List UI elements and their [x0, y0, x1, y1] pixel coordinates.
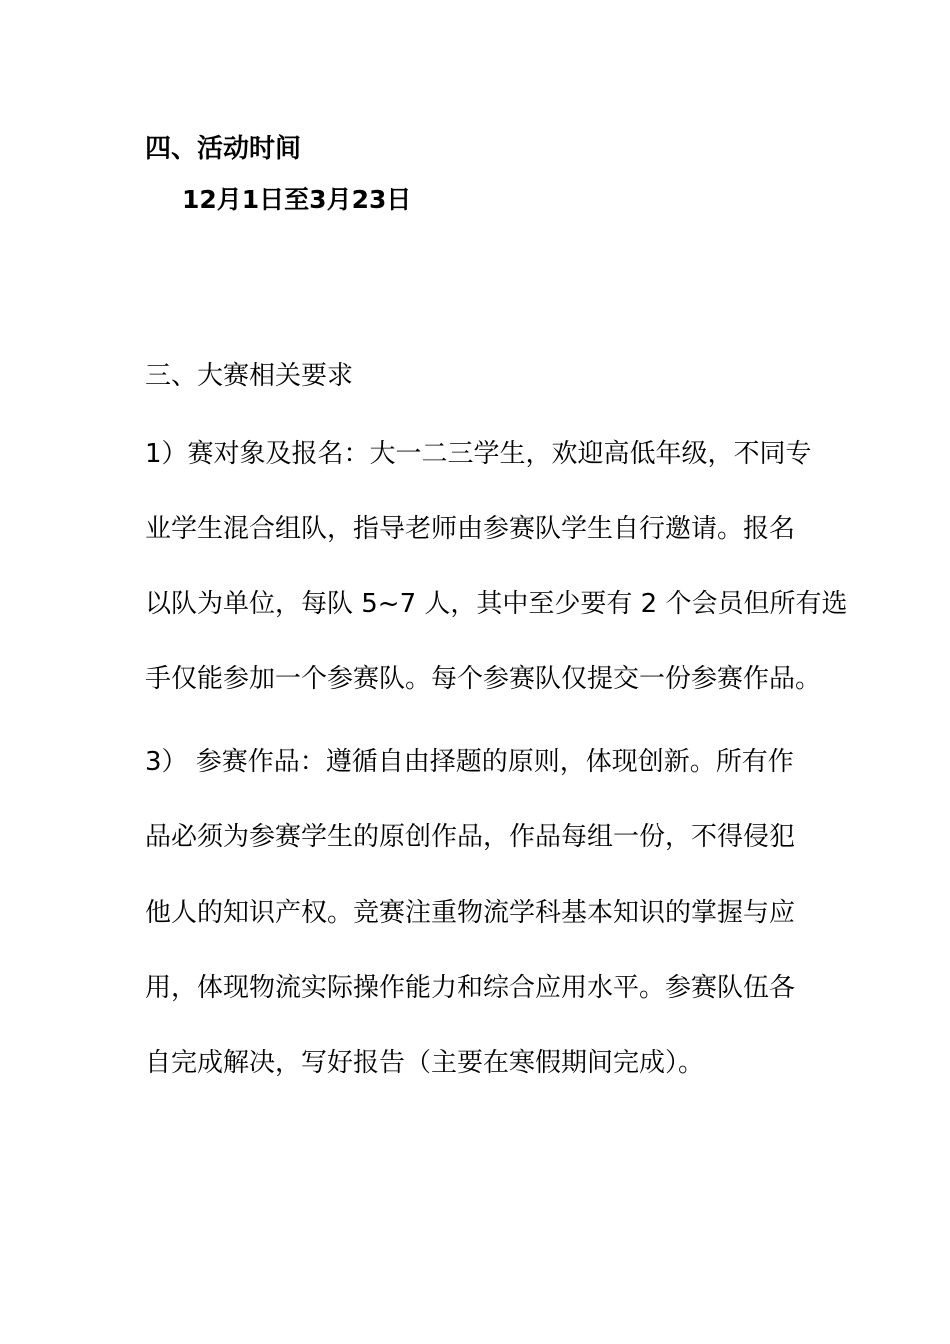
requirement-1-line: 1）赛对象及报名：大一二三学生，欢迎高低年级，不同专	[145, 439, 812, 469]
activity-date-range: 12月1日至3月23日	[182, 185, 412, 214]
requirement-1-line: 以队为单位，每队 5~7 人，其中至少要有 2 个会员但所有选	[145, 589, 848, 619]
requirement-1-line: 手仅能参加一个参赛队。每个参赛队仅提交一份参赛作品。	[145, 664, 822, 694]
requirement-3-line: 3） 参赛作品：遵循自由择题的原则，体现创新。所有作	[145, 747, 794, 777]
requirement-3-line: 他人的知识产权。竞赛注重物流学科基本知识的掌握与应	[145, 898, 796, 928]
section-heading-requirements: 三、大赛相关要求	[145, 361, 354, 391]
section-heading-activity-time: 四、活动时间	[145, 134, 302, 164]
requirement-3-line: 品必须为参赛学生的原创作品，作品每组一份，不得侵犯	[145, 822, 796, 852]
requirement-3-line: 用，体现物流实际操作能力和综合应用水平。参赛队伍各	[145, 973, 796, 1003]
requirement-1-line: 业学生混合组队，指导老师由参赛队学生自行邀请。报名	[145, 514, 796, 544]
requirement-3-line: 自完成解决，写好报告（主要在寒假期间完成）。	[145, 1048, 705, 1078]
